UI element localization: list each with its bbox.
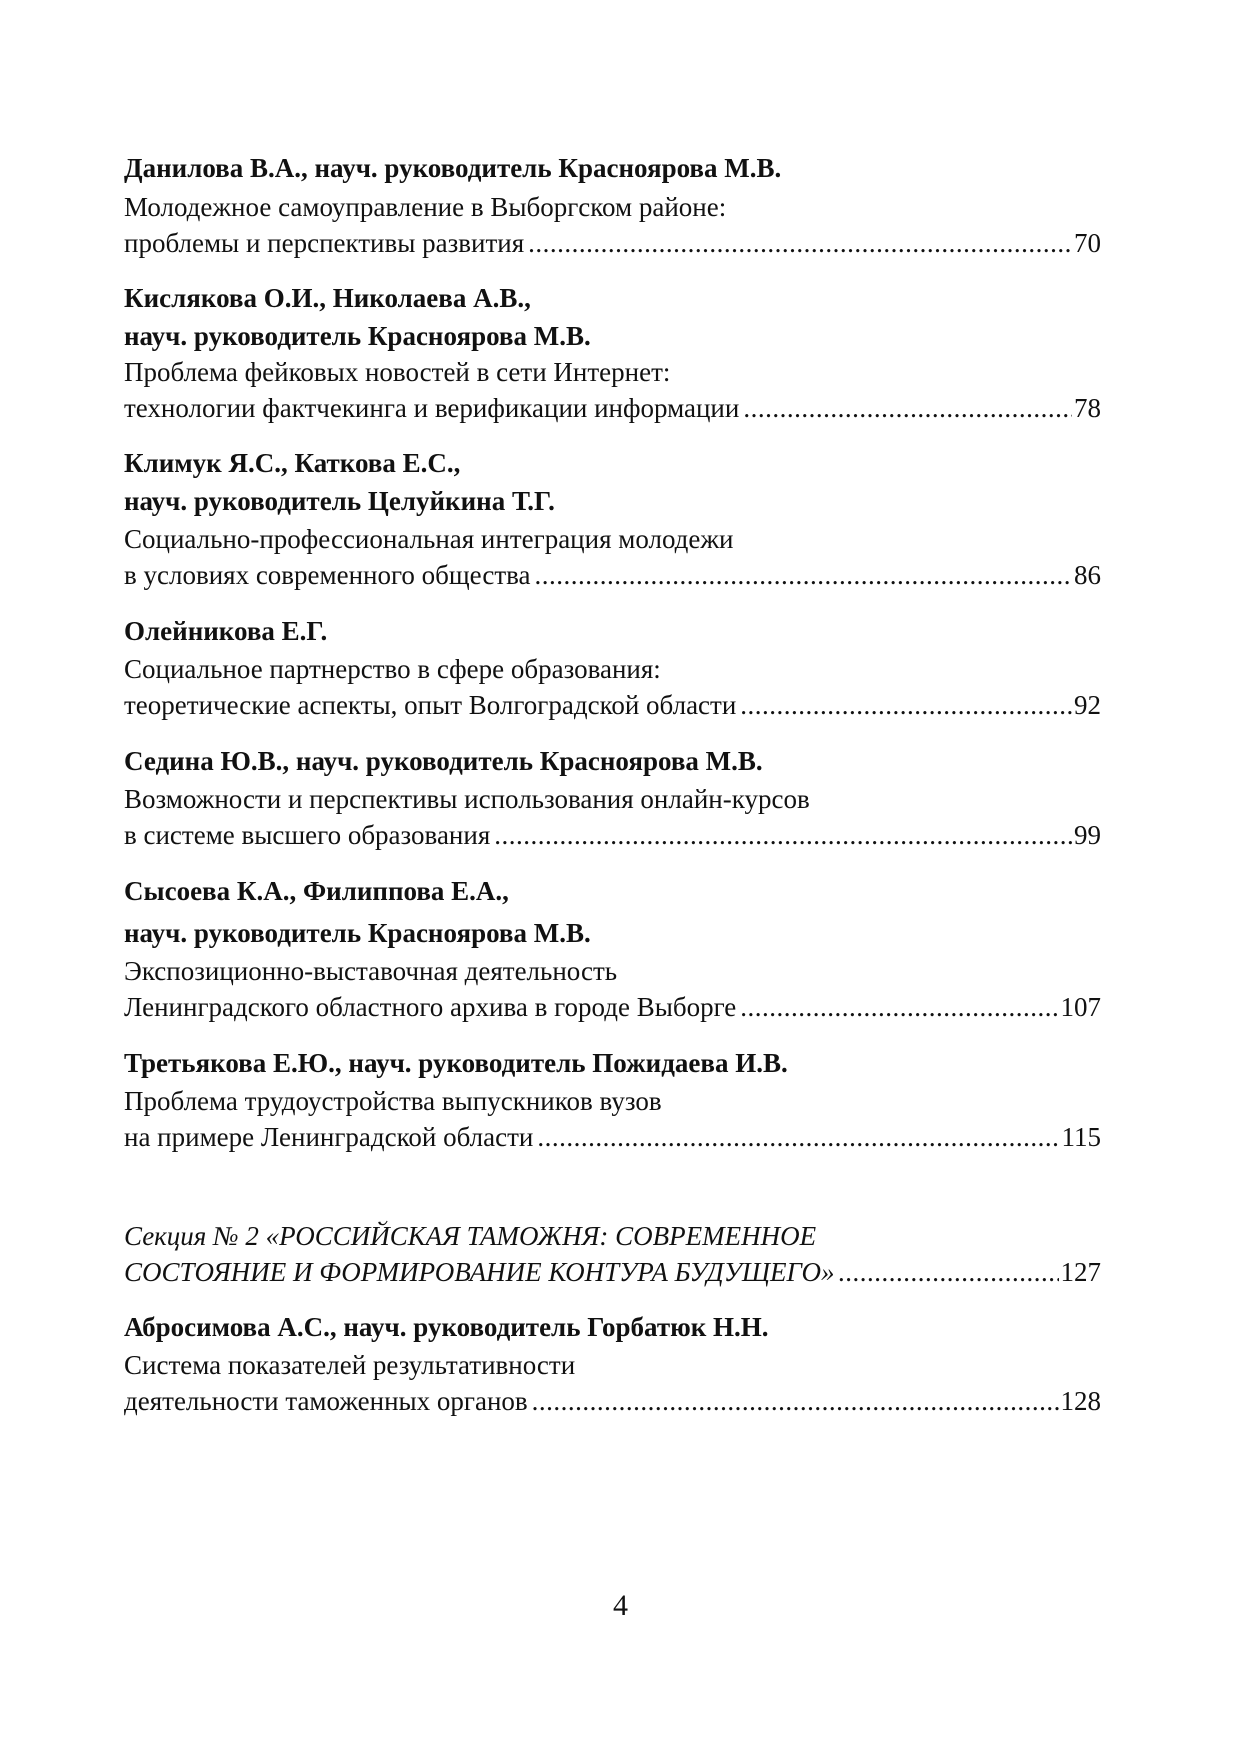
entry-page-number: 115 bbox=[1061, 1122, 1101, 1152]
entry-title: Молодежное самоуправление в Выборгском районе: bbox=[124, 192, 727, 222]
entry-title: Проблема трудоустройства выпускников вузов bbox=[124, 1086, 662, 1116]
entry-title: технологии фактчекинга и верификации информации bbox=[124, 393, 740, 423]
dot-leader bbox=[743, 390, 1072, 426]
entry-author: Кислякова О.И., Николаева А.В., bbox=[124, 283, 531, 313]
entry-page-number: 86 bbox=[1074, 560, 1101, 590]
entry-title: теоретические аспекты, опыт Волгоградской области bbox=[124, 690, 737, 720]
entry-author: Данилова В.А., науч. руководитель Красноярова М.В. bbox=[124, 153, 782, 183]
toc-entry-row[interactable] bbox=[124, 1383, 1101, 1419]
dot-leader bbox=[528, 225, 1072, 261]
dot-leader bbox=[740, 989, 1058, 1025]
entry-title: Ленинградского областного архива в городе Выборге bbox=[124, 992, 737, 1022]
entry-title: в условиях современного общества bbox=[124, 560, 531, 590]
entry-author: науч. руководитель Красноярова М.В. bbox=[124, 321, 591, 351]
entry-page-number: 128 bbox=[1060, 1386, 1101, 1416]
toc-entry-row[interactable] bbox=[124, 1119, 1101, 1155]
entry-author: Олейникова Е.Г. bbox=[124, 616, 328, 646]
section-heading: Секция № 2 «РОССИЙСКАЯ ТАМОЖНЯ: СОВРЕМЕННОЕ bbox=[124, 1221, 817, 1251]
entry-title: Экспозиционно-выставочная деятельность bbox=[124, 956, 618, 986]
entry-page-number: 107 bbox=[1060, 992, 1101, 1022]
dot-leader bbox=[535, 557, 1072, 593]
section-heading-row[interactable] bbox=[124, 1254, 1101, 1290]
toc-entry-row[interactable] bbox=[124, 817, 1101, 853]
dot-leader bbox=[532, 1383, 1059, 1419]
dot-leader bbox=[839, 1254, 1059, 1290]
entry-author: науч. руководитель Целуйкина Т.Г. bbox=[124, 486, 555, 516]
entry-author: Сысоева К.А., Филиппова Е.А., bbox=[124, 876, 509, 906]
entry-page-number: 78 bbox=[1074, 393, 1101, 423]
entry-title: Социально-профессиональная интеграция молодежи bbox=[124, 524, 734, 554]
entry-title: деятельности таможенных органов bbox=[124, 1386, 528, 1416]
entry-author: Седина Ю.В., науч. руководитель Красноярова М.В. bbox=[124, 746, 763, 776]
section-heading: СОСТОЯНИЕ И ФОРМИРОВАНИЕ КОНТУРА БУДУЩЕГО» bbox=[124, 1257, 835, 1287]
page-number: 4 bbox=[613, 1589, 628, 1622]
entry-author: Третьякова Е.Ю., науч. руководитель Пожидаева И.В. bbox=[124, 1048, 788, 1078]
entry-title: в системе высшего образования bbox=[124, 820, 491, 850]
section-page-number: 127 bbox=[1060, 1257, 1101, 1287]
entry-page-number: 70 bbox=[1074, 228, 1101, 258]
toc-entry-row[interactable] bbox=[124, 989, 1101, 1025]
dot-leader bbox=[494, 817, 1072, 853]
entry-author: Абросимова А.С., науч. руководитель Горбатюк Н.Н. bbox=[124, 1312, 769, 1342]
dot-leader bbox=[537, 1119, 1059, 1155]
toc-entry-row[interactable] bbox=[124, 225, 1101, 261]
entry-author: Климук Я.С., Каткова Е.С., bbox=[124, 448, 461, 478]
entry-title: Социальное партнерство в сфере образования: bbox=[124, 654, 661, 684]
entry-page-number: 92 bbox=[1074, 690, 1101, 720]
entry-title: Проблема фейковых новостей в сети Интернет: bbox=[124, 357, 671, 387]
dot-leader bbox=[740, 687, 1072, 723]
entry-title: проблемы и перспективы развития bbox=[124, 228, 525, 258]
toc-entry-row[interactable] bbox=[124, 557, 1101, 593]
entry-title: на примере Ленинградской области bbox=[124, 1122, 534, 1152]
entry-author: науч. руководитель Красноярова М.В. bbox=[124, 918, 591, 948]
entry-title: Возможности и перспективы использования онлайн-курсов bbox=[124, 784, 810, 814]
toc-entry-row[interactable] bbox=[124, 687, 1101, 723]
entry-title: Система показателей результативности bbox=[124, 1350, 576, 1380]
entry-page-number: 99 bbox=[1074, 820, 1101, 850]
toc-entry-row[interactable] bbox=[124, 390, 1101, 426]
